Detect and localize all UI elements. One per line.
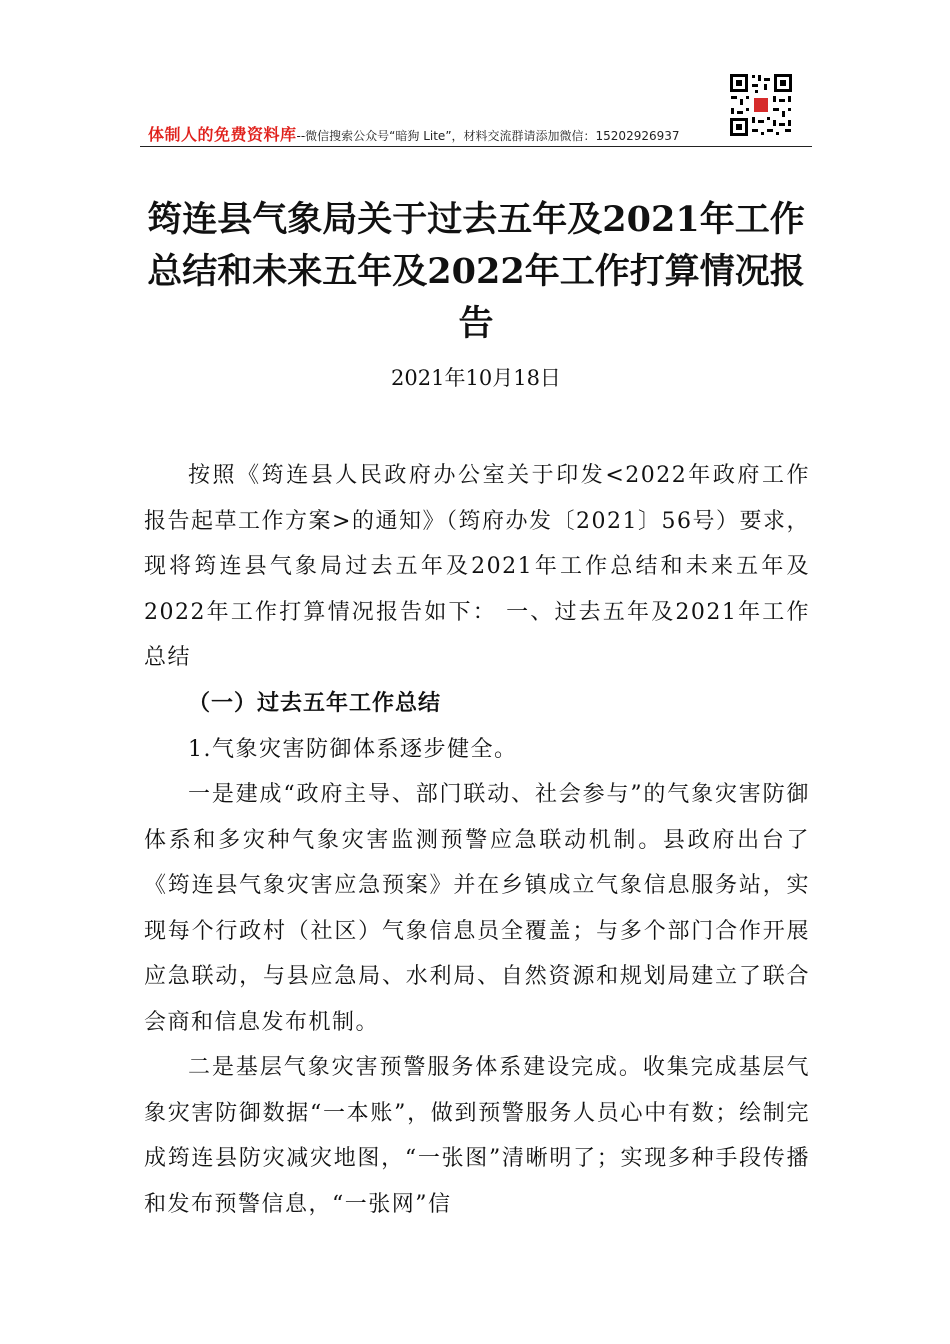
item-heading: 1.气象灾害防御体系逐步健全。: [188, 736, 518, 762]
header-tagline: --微信搜索公众号“暗狗 Lite”，材料交流群请添加微信：15202926937: [296, 129, 680, 143]
section-heading: （一）过去五年工作总结: [188, 690, 442, 716]
qr-code-icon: [728, 72, 794, 138]
paragraph-2: 二是基层气象灾害预警服务体系建设完成。收集完成基层气象灾害防御数据“一本账”，做到预警服务人员心中有数；绘制完成筠连县防灾减灾地图，“一张图”清晰明了；实现多种手段传播和发布预警信息，“一张网”信: [144, 1055, 810, 1217]
report-date: 2021年10月18日: [391, 366, 561, 390]
page-header: [140, 72, 812, 147]
page-title: 筠连县气象局关于过去五年及2021年工作总结和未来五年及2022年工作打算情况报告: [147, 199, 805, 344]
header-text: [148, 122, 680, 145]
header-brand: 体制人的免费资料库: [148, 125, 297, 144]
document-body: [144, 453, 810, 1227]
intro-paragraph: 按照《筠连县人民政府办公室关于印发<2022年政府工作报告起草工作方案>的通知》（筠府办发〔2021〕56号）要求，现将筠连县气象局过去五年及2021年工作总结和未来五年及2022年工作打算情况报告如下： 一、过去五年及2021年工作总结: [144, 463, 810, 670]
paragraph-1: 一是建成“政府主导、部门联动、社会参与”的气象灾害防御体系和多灾种气象灾害监测预警应急联动机制。县政府出台了《筠连县气象灾害应急预案》并在乡镇成立气象信息服务站，实现每个行政村（社区）气象信息员全覆盖；与多个部门合作开展应急联动，与县应急局、水利局、自然资源和规划局建立了联合会商和信息发布机制。: [144, 782, 810, 1035]
